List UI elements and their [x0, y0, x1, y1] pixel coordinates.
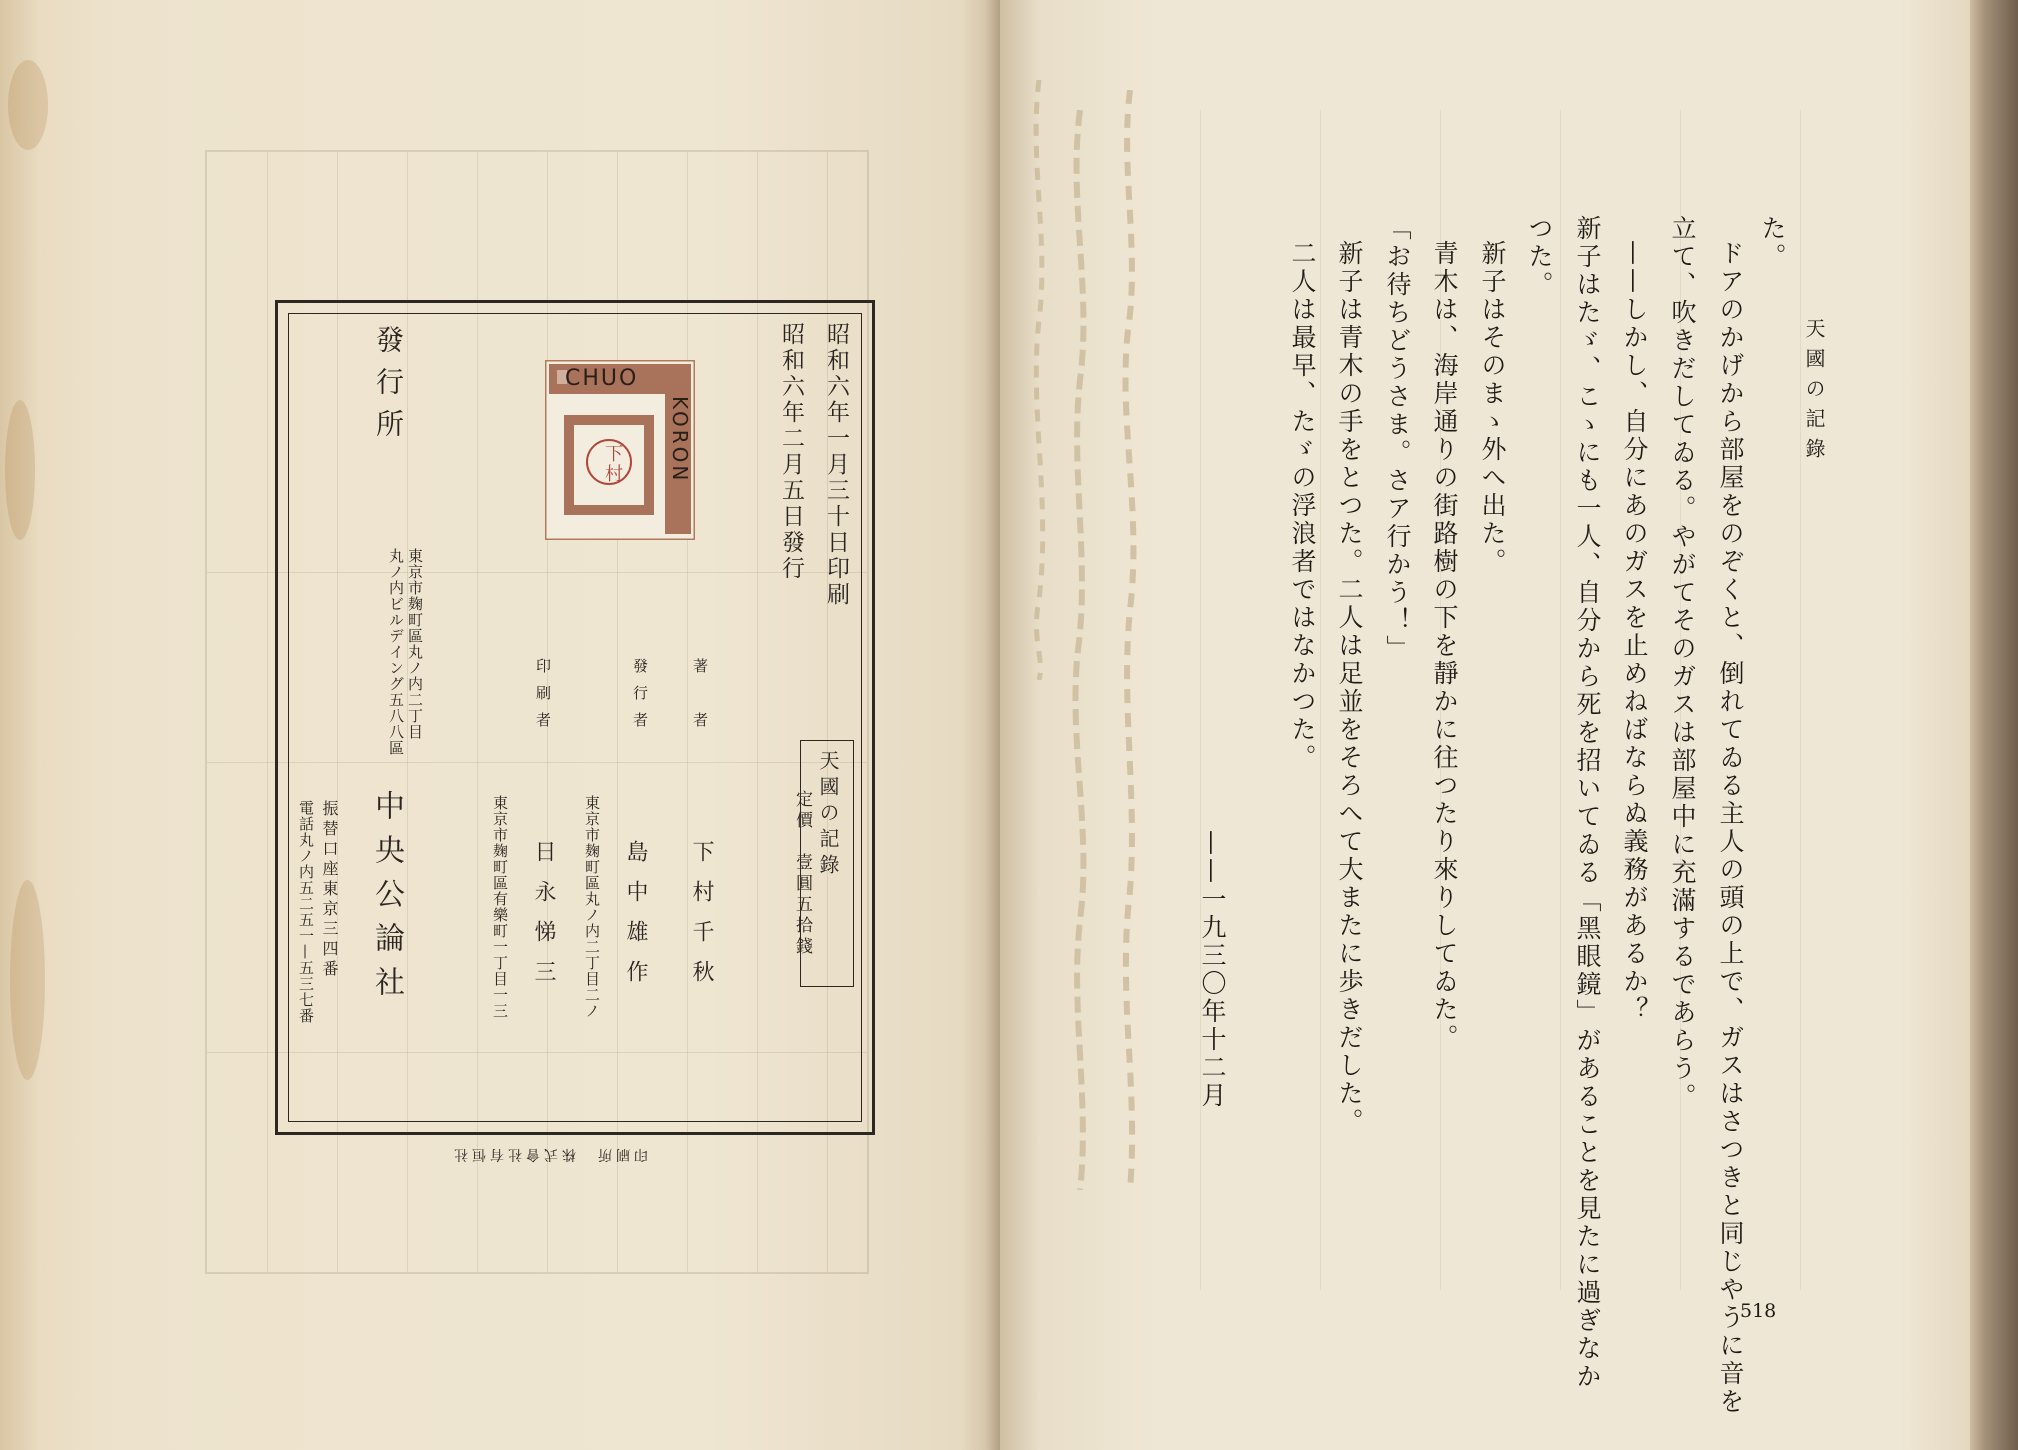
book-edge: [1970, 0, 2018, 1450]
text-column-8: 青木は、海岸通りの街路樹の下を靜かに往つたり來りしてゐた。: [1430, 240, 1459, 1052]
foxing-stain: [10, 880, 45, 1080]
text-column-7: 新子はそのまゝ外へ出た。: [1478, 240, 1507, 576]
handwritten-note: [1020, 80, 1058, 680]
printer-address: 東京市麹町區有樂町一丁目一三: [491, 795, 509, 1019]
text-column-2: ドアのかげから部屋をのぞくと、倒れてゐる主人の頭の上で、ガスはさつきと同じやうに音を: [1716, 240, 1745, 1416]
running-head: 天國の記錄: [1802, 318, 1826, 468]
left-page: [0, 0, 1000, 1450]
handwritten-note: [1060, 110, 1100, 1190]
printer-label: 印刷者: [534, 658, 552, 739]
text-column-10: 新子は青木の手をとつた。二人は足並をそろへて大またに歩きだした。: [1335, 240, 1364, 1136]
price: 定價 壹圓五拾錢: [792, 790, 812, 958]
stamp-logo-side: KORON: [668, 396, 692, 484]
print-date: 昭和六年一月三十日印刷: [823, 322, 849, 608]
publish-date: 昭和六年二月五日發行: [778, 322, 804, 582]
publisher-phone: 電話丸ノ内五二五一—五三七番: [297, 800, 315, 1024]
print-shop: 印刷所 株式會社有恒社: [450, 1146, 648, 1162]
printer-name: 日永悌三: [531, 840, 556, 1000]
publisher-stamp: [545, 360, 695, 540]
text-column-4: ——しかし、自分にあのガスを止めねばならぬ義務があるか？: [1620, 240, 1649, 1024]
date-line: ——一九三〇年十二月: [1198, 830, 1227, 1110]
text-column-11: 二人は最早、たゞの浮浪者ではなかつた。: [1288, 240, 1317, 772]
text-column-5: 新子はたゞ、こゝにも一人、自分から死を招いてゐる「黑眼鏡」があることを見たに過ぎなか: [1573, 215, 1602, 1391]
text-column-6: つた。: [1525, 215, 1554, 299]
publisher-address-2: 丸ノ内ビルデイング五八八區: [387, 548, 405, 756]
publisher-person-address: 東京市麹町區丸ノ内二丁目二ノ: [583, 795, 601, 1019]
text-column-3: 立て、吹きだしてゐる。やがてそのガスは部屋中に充滿するであらう。: [1668, 215, 1697, 1111]
text-column-9: 「お待ちどうさま。さア行かう！」: [1383, 215, 1412, 663]
foxing-stain: [8, 60, 48, 150]
seal-text: 下村: [602, 444, 623, 484]
publisher-name: 中央公論社: [369, 790, 404, 1010]
publisher-account: 振替口座東京三四番: [320, 800, 339, 980]
book-title: 天國の記錄: [816, 750, 840, 880]
publisher-person-label: 發行者: [631, 658, 649, 739]
foxing-stain: [5, 400, 35, 540]
handwritten-note: [1110, 90, 1150, 1190]
author-label: 著 者: [691, 658, 709, 739]
text-column-1: た。: [1758, 215, 1787, 271]
publisher-label: 發行所: [372, 325, 405, 451]
publisher-person-name: 島中雄作: [623, 840, 648, 1000]
stamp-logo-top: CHUO: [565, 366, 639, 391]
page-number: 518: [1740, 1300, 1777, 1322]
publisher-address-1: 東京市麹町區丸ノ内二丁目: [406, 548, 424, 740]
show-through-text: [1160, 110, 1880, 1290]
author-name: 下村千秋: [689, 840, 714, 1000]
